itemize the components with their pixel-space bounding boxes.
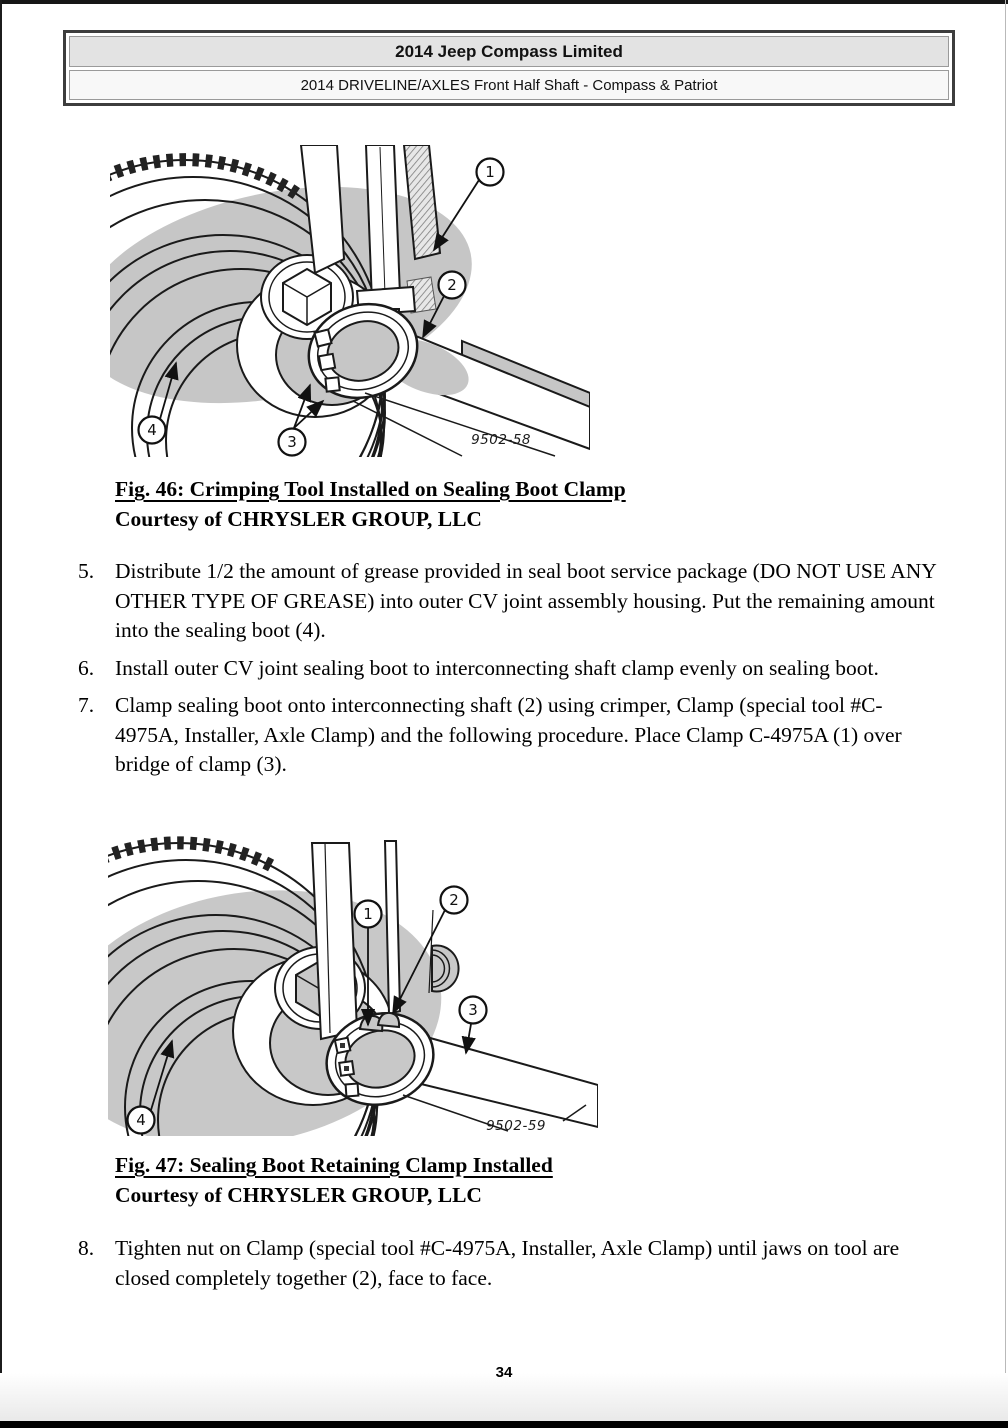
procedure-steps-5-7 (78, 557, 942, 788)
figure-46-credit: Courtesy of CHRYSLER GROUP, LLC (115, 507, 482, 531)
figure-46-title: Fig. 46: Crimping Tool Installed on Sealing Boot Clamp (115, 477, 626, 501)
page-border-left (0, 0, 2, 1428)
vehicle-title: 2014 Jeep Compass Limited (69, 36, 949, 67)
step-number: 5. (78, 559, 95, 583)
figure-47-title: Fig. 47: Sealing Boot Retaining Clamp Installed (115, 1153, 553, 1177)
page-border-top (0, 0, 1008, 4)
svg-text:3: 3 (468, 1001, 478, 1019)
figure-46-caption (115, 474, 626, 534)
figure-47-caption (115, 1150, 553, 1210)
svg-text:1: 1 (485, 163, 495, 181)
svg-text:4: 4 (147, 421, 157, 439)
step-5 (78, 557, 942, 646)
figure-46-part-number: 9502-58 (471, 432, 531, 448)
step-7 (78, 691, 942, 780)
figure-47-illustration (108, 833, 598, 1136)
step-6 (78, 654, 942, 684)
header-table (63, 30, 955, 106)
svg-text:1: 1 (363, 905, 373, 923)
step-number: 7. (78, 693, 95, 717)
page-border-right (1005, 0, 1006, 1428)
figure-47-credit: Courtesy of CHRYSLER GROUP, LLC (115, 1183, 482, 1207)
figure-46-illustration (110, 145, 590, 457)
step-number: 6. (78, 655, 95, 680)
step-number: 8. (78, 1236, 95, 1260)
step-text: Tighten nut on Clamp (special tool #C-4975A, Installer, Axle Clamp) until jaws on tool are closed completely together (2), face to face. (115, 1236, 900, 1290)
svg-text:3: 3 (287, 433, 297, 451)
step-text: Install outer CV joint sealing boot to interconnecting shaft clamp evenly on sealing boot. (115, 655, 879, 680)
step-8 (78, 1234, 942, 1293)
svg-text:4: 4 (136, 1111, 146, 1129)
page-number: 34 (495, 1364, 513, 1381)
step-text: Clamp sealing boot onto interconnecting shaft (2) using crimper, Clamp (special tool #C-4975A, Installer, Axle Clamp) and the following procedure. Place Clamp C-4975A (1) over bridge of clamp (3). (115, 693, 902, 776)
svg-text:2: 2 (447, 276, 457, 294)
page-border-bottom (0, 1421, 1008, 1428)
step-text: Distribute 1/2 the amount of grease provided in seal boot service package (DO NOT USE ANY OTHER TYPE OF GREASE) into outer CV joint assembly housing. Put the remaining amount into the sealing boot (4). (115, 559, 936, 642)
clamp-bridge (378, 1013, 399, 1027)
figure-47-part-number: 9502-59 (486, 1118, 546, 1134)
svg-text:2: 2 (449, 891, 459, 909)
tool-nut (429, 910, 459, 993)
section-title: 2014 DRIVELINE/AXLES Front Half Shaft - Compass & Patriot (69, 70, 949, 100)
procedure-step-8 (78, 1234, 942, 1301)
